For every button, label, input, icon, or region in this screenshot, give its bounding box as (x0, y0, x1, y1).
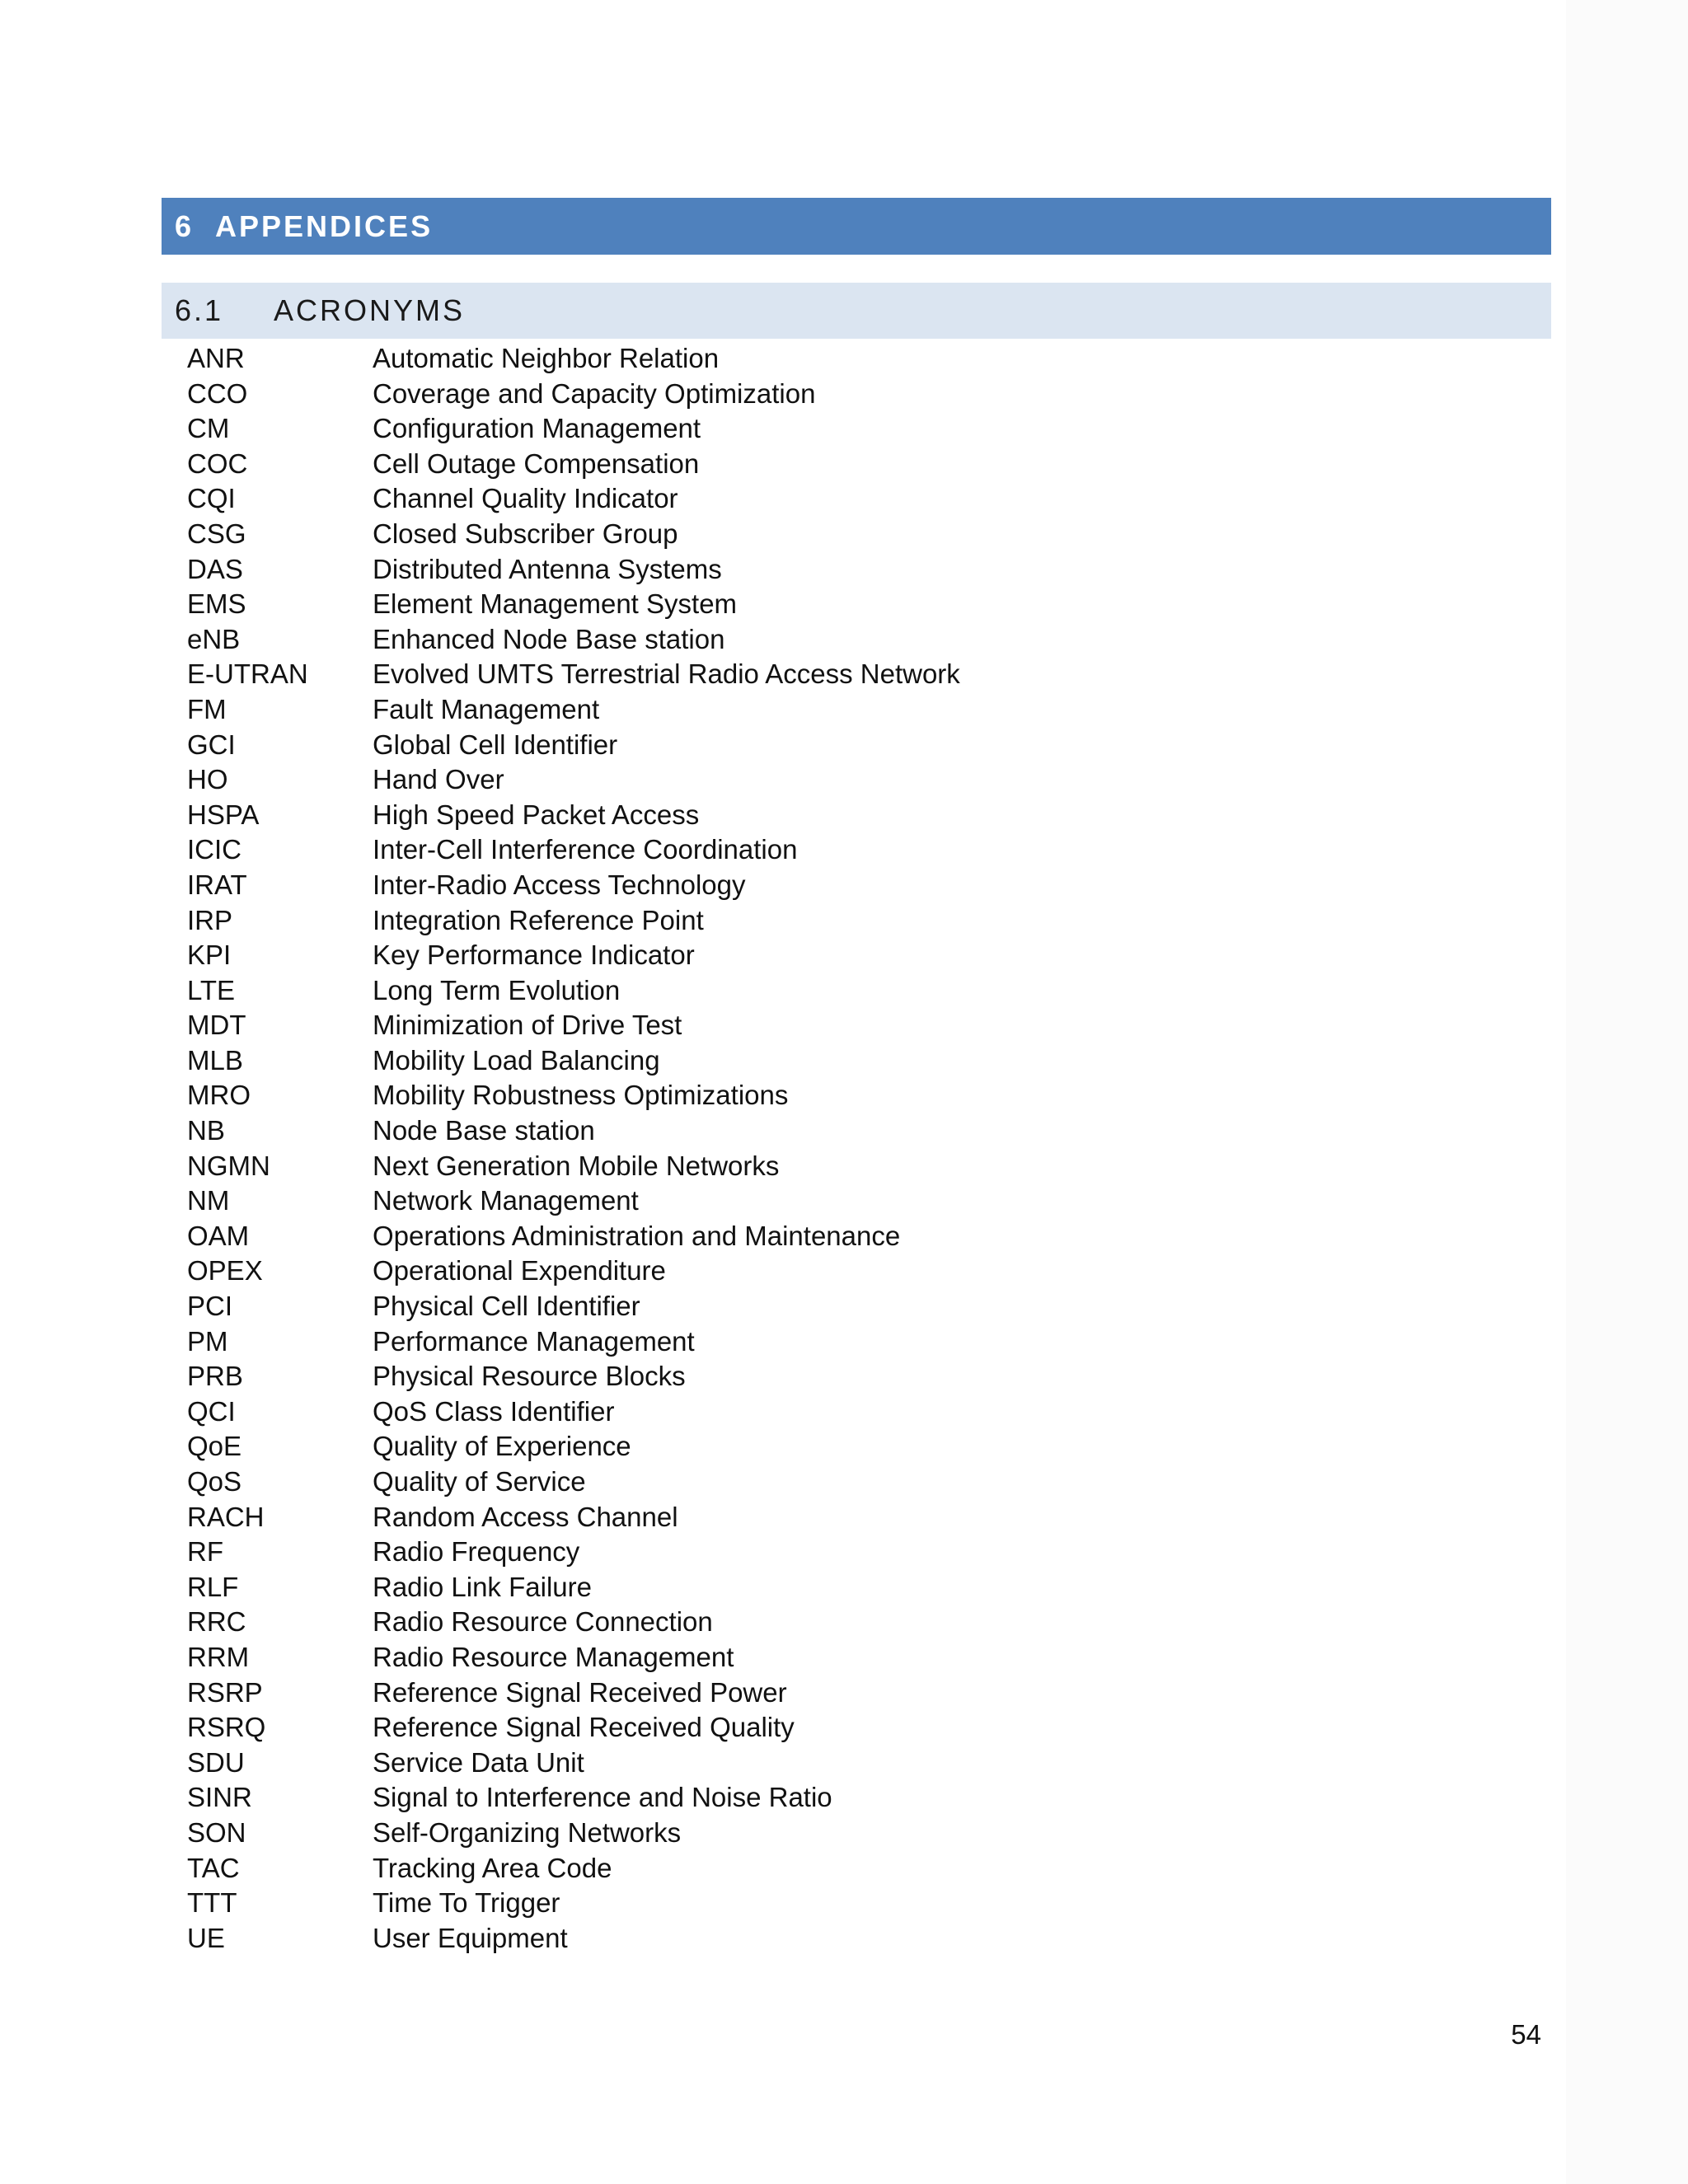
subsection-title: ACRONYMS (274, 293, 466, 327)
acronym-row (187, 798, 960, 833)
acronym-row (187, 1605, 960, 1640)
acronym-row (187, 341, 960, 377)
acronym-definition: Physical Cell Identifier (373, 1291, 640, 1322)
acronym-row (187, 1149, 960, 1184)
acronym-definition: Automatic Neighbor Relation (373, 343, 720, 373)
acronym-abbreviation: ANR (187, 343, 245, 373)
acronym-abbreviation: SINR (187, 1782, 252, 1813)
acronym-definition: Closed Subscriber Group (373, 518, 678, 549)
acronym-row (187, 938, 960, 973)
acronym-row (187, 832, 960, 868)
acronym-abbreviation: RRC (187, 1606, 246, 1638)
acronym-abbreviation: eNB (187, 623, 241, 654)
acronym-abbreviation: GCI (187, 729, 236, 760)
acronym-abbreviation: PCI (187, 1291, 233, 1322)
acronym-definition: High Speed Packet Access (373, 799, 700, 830)
acronym-row (187, 1359, 960, 1394)
acronym-row (187, 728, 960, 763)
page-number: 54 (1511, 2019, 1541, 2050)
acronym-row (187, 377, 960, 412)
page-margin-shade (1566, 0, 1688, 2184)
acronym-definition: Channel Quality Indicator (373, 483, 678, 514)
acronym-row (187, 1500, 960, 1535)
acronym-definition: User Equipment (373, 1922, 568, 1953)
acronym-definition: Global Cell Identifier (373, 729, 618, 760)
subsection-heading (162, 283, 1551, 339)
acronym-abbreviation: EMS (187, 588, 246, 620)
acronym-definition: Operations Administration and Maintenance (373, 1220, 901, 1251)
acronym-abbreviation: PM (187, 1325, 228, 1357)
acronym-row (187, 622, 960, 658)
acronym-definition: Performance Management (373, 1325, 695, 1357)
acronym-definition: Distributed Antenna Systems (373, 553, 722, 584)
acronym-abbreviation: RRM (187, 1641, 250, 1672)
acronym-row (187, 1886, 960, 1921)
acronym-definition: Fault Management (373, 693, 600, 724)
acronym-abbreviation: SON (187, 1816, 246, 1848)
acronym-abbreviation: E-UTRAN (187, 658, 308, 690)
acronym-row (187, 903, 960, 939)
acronym-definition: Radio Resource Connection (373, 1606, 713, 1638)
acronym-abbreviation: TTT (187, 1887, 237, 1919)
acronym-abbreviation: LTE (187, 974, 236, 1005)
acronym-row (187, 411, 960, 447)
acronym-row (187, 973, 960, 1009)
acronym-abbreviation: RSRP (187, 1676, 263, 1708)
acronym-abbreviation: MRO (187, 1080, 251, 1111)
acronym-definition: Minimization of Drive Test (373, 1010, 682, 1041)
acronym-definition: Operational Expenditure (373, 1255, 666, 1286)
acronym-definition: Configuration Management (373, 413, 701, 444)
acronym-definition: Integration Reference Point (373, 904, 704, 935)
acronym-abbreviation: CM (187, 413, 230, 444)
acronym-definition: Tracking Area Code (373, 1852, 612, 1883)
acronym-definition: Cell Outage Compensation (373, 448, 700, 479)
acronym-definition: Enhanced Node Base station (373, 623, 725, 654)
acronym-row (187, 1465, 960, 1500)
acronym-row (187, 1008, 960, 1043)
section-heading (162, 198, 1551, 255)
acronym-abbreviation: OAM (187, 1220, 250, 1251)
acronym-row (187, 692, 960, 728)
acronym-definition: Inter-Radio Access Technology (373, 869, 746, 900)
acronym-abbreviation: RF (187, 1536, 223, 1568)
acronym-definition: Quality of Experience (373, 1431, 631, 1462)
acronym-abbreviation: NM (187, 1185, 230, 1216)
acronym-definition: Hand Over (373, 764, 504, 795)
acronym-definition: Quality of Service (373, 1466, 586, 1497)
acronym-definition: Next Generation Mobile Networks (373, 1150, 780, 1181)
acronym-abbreviation: IRAT (187, 869, 247, 900)
acronym-abbreviation: SDU (187, 1746, 245, 1778)
acronym-abbreviation: PRB (187, 1361, 243, 1392)
acronym-abbreviation: QoS (187, 1466, 242, 1497)
acronym-definition: Evolved UMTS Terrestrial Radio Access Network (373, 658, 960, 690)
acronym-row (187, 1219, 960, 1254)
acronym-row (187, 1078, 960, 1113)
subsection-number: 6.1 (175, 293, 224, 327)
acronym-abbreviation: UE (187, 1922, 225, 1953)
acronym-abbreviation: DAS (187, 553, 243, 584)
acronym-row (187, 1851, 960, 1886)
acronym-row (187, 1394, 960, 1430)
acronym-row (187, 1535, 960, 1570)
acronym-row (187, 447, 960, 482)
acronym-row (187, 1254, 960, 1289)
acronym-row (187, 1780, 960, 1816)
acronym-abbreviation: NGMN (187, 1150, 270, 1181)
acronym-abbreviation: KPI (187, 940, 232, 971)
acronym-definition: Physical Resource Blocks (373, 1361, 686, 1392)
acronym-abbreviation: CQI (187, 483, 236, 514)
acronym-definition: Random Access Channel (373, 1501, 678, 1532)
acronym-definition: Mobility Robustness Optimizations (373, 1080, 789, 1111)
acronym-abbreviation: MDT (187, 1010, 246, 1041)
acronym-row (187, 517, 960, 552)
acronym-definition: Mobility Load Balancing (373, 1044, 660, 1076)
acronym-abbreviation: QoE (187, 1431, 242, 1462)
acronym-abbreviation: FM (187, 693, 227, 724)
acronym-definition: Element Management System (373, 588, 738, 620)
acronym-definition: Signal to Interference and Noise Ratio (373, 1782, 832, 1813)
acronym-definition: Radio Resource Management (373, 1641, 734, 1672)
acronym-definition: Key Performance Indicator (373, 940, 695, 971)
acronym-row (187, 1113, 960, 1149)
acronym-abbreviation: NB (187, 1115, 225, 1146)
acronym-row (187, 1675, 960, 1711)
acronym-abbreviation: MLB (187, 1044, 243, 1076)
acronym-definition: Radio Frequency (373, 1536, 580, 1568)
acronym-definition: Reference Signal Received Power (373, 1676, 787, 1708)
acronym-row (187, 1289, 960, 1324)
acronym-abbreviation: RSRQ (187, 1712, 266, 1743)
acronym-definition: Long Term Evolution (373, 974, 621, 1005)
acronym-list (187, 341, 960, 1956)
acronym-definition: Coverage and Capacity Optimization (373, 377, 816, 409)
acronym-row (187, 1429, 960, 1465)
acronym-definition: Self-Organizing Networks (373, 1816, 682, 1848)
acronym-row (187, 1183, 960, 1219)
acronym-abbreviation: TAC (187, 1852, 240, 1883)
acronym-abbreviation: RLF (187, 1571, 239, 1602)
acronym-abbreviation: IRP (187, 904, 233, 935)
acronym-row (187, 587, 960, 622)
acronym-row (187, 1816, 960, 1851)
acronym-row (187, 1746, 960, 1781)
acronym-row (187, 657, 960, 692)
acronym-abbreviation: RACH (187, 1501, 265, 1532)
acronym-abbreviation: QCI (187, 1395, 236, 1427)
acronym-definition: Time To Trigger (373, 1887, 560, 1919)
acronym-row (187, 1324, 960, 1360)
acronym-definition: Node Base station (373, 1115, 595, 1146)
acronym-row (187, 1710, 960, 1746)
acronym-row (187, 552, 960, 588)
acronym-definition: QoS Class Identifier (373, 1395, 615, 1427)
acronym-row (187, 1921, 960, 1957)
acronym-row (187, 762, 960, 798)
acronym-abbreviation: CSG (187, 518, 246, 549)
acronym-definition: Radio Link Failure (373, 1571, 592, 1602)
acronym-abbreviation: CCO (187, 377, 248, 409)
acronym-definition: Inter-Cell Interference Coordination (373, 834, 798, 865)
acronym-row (187, 1570, 960, 1605)
acronym-definition: Reference Signal Received Quality (373, 1712, 795, 1743)
acronym-row (187, 1640, 960, 1675)
acronym-abbreviation: HSPA (187, 799, 260, 830)
acronym-definition: Network Management (373, 1185, 639, 1216)
acronym-row (187, 868, 960, 903)
acronym-row (187, 481, 960, 517)
acronym-row (187, 1043, 960, 1079)
section-heading-text: 6 APPENDICES (175, 209, 434, 243)
acronym-abbreviation: COC (187, 448, 248, 479)
acronym-abbreviation: ICIC (187, 834, 241, 865)
acronym-abbreviation: HO (187, 764, 228, 795)
acronym-definition: Service Data Unit (373, 1746, 584, 1778)
acronym-abbreviation: OPEX (187, 1255, 263, 1286)
